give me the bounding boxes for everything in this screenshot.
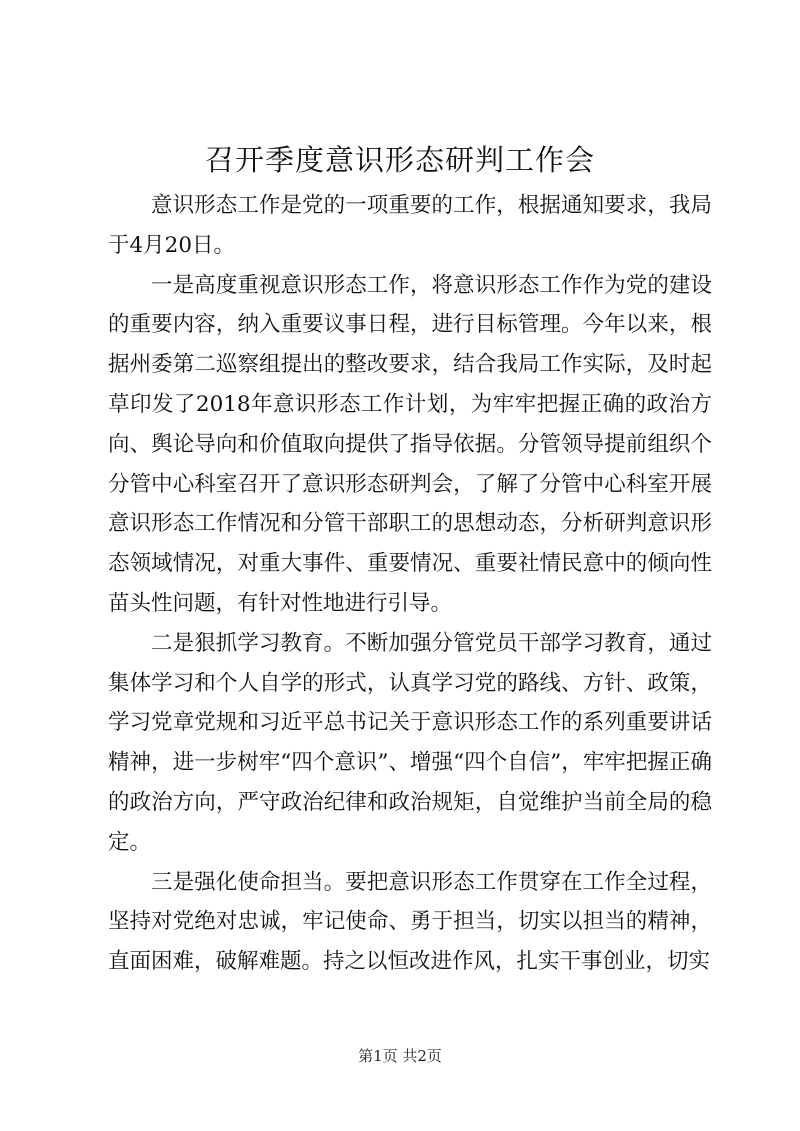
document-title: 召开季度意识形态研判工作会 bbox=[204, 143, 595, 177]
paragraph-point-three: 三是强化使命担当。要把意识形态工作贯穿在工作全过程，坚持对党绝对忠诚，牢记使命、勇于担当，切实以担当的精神，直面困难，破解难题。持之以恒改进作风，扎实干事创业，切实 bbox=[108, 869, 712, 975]
page-number-footer: 第1页 共2页 bbox=[358, 1047, 442, 1065]
paragraph-point-one: 一是高度重视意识形态工作，将意识形态工作作为党的建设的重要内容，纳入重要议事日程，进行目标管理。今年以来，根据州委第二巡察组提出的整改要求，结合我局工作实际，及时起草印发了2018年意识形态工作计划，为牢牢把握正确的政治方向、舆论导向和价值取向提供了指导依据。分管领导提前组织个分管中心科室召开了意识形态研判会，了解了分管中心科室开展意识形态工作情况和分管干部职工的思想动态，分析研判意识形态领域情况，对重大事件、重要情况、重要社情民意中的倾向性苗头性问题，有针对性地进行引导。 bbox=[108, 272, 712, 616]
document-body bbox=[108, 186, 712, 982]
paragraph-intro: 意识形态工作是党的一项重要的工作，根据通知要求，我局于4月20日。 bbox=[108, 193, 712, 258]
paragraph-point-two: 二是狠抓学习教育。不断加强分管党员干部学习教育，通过集体学习和个人自学的形式，认真学习党的路线、方针、政策，学习党章党规和习近平总书记关于意识形态工作的系列重要讲话精神，进一步树牢“四个意识”、增强“四个自信”，牢牢把握正确的政治方向，严守政治纪律和政治规矩，自觉维护当前全局的稳定。 bbox=[108, 630, 712, 855]
